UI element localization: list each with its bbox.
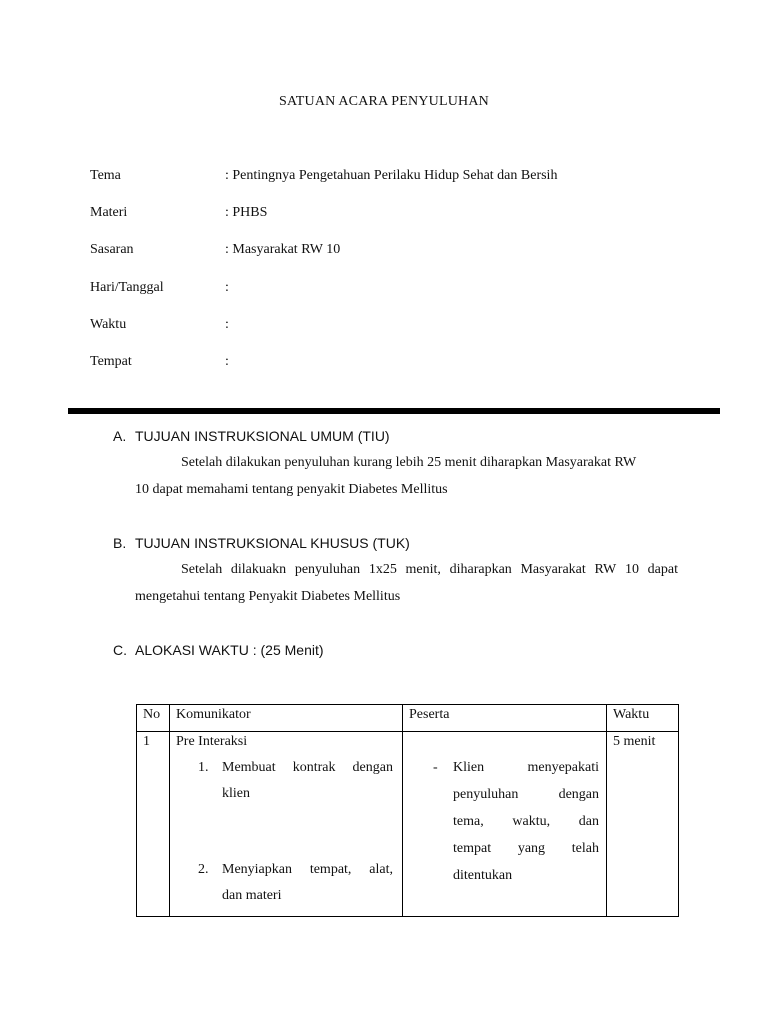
word: tempat	[453, 841, 492, 856]
section-letter: B.	[113, 535, 127, 551]
word: dengan	[558, 787, 599, 802]
word: dilakuakn	[230, 562, 287, 577]
word: penyuluhan	[294, 562, 361, 577]
peserta-line-3	[453, 814, 599, 830]
item-2-line-1	[222, 862, 393, 878]
word: kontrak	[292, 760, 336, 775]
peserta-line-5: ditentukan	[453, 868, 513, 883]
item-2-line-2: dan materi	[222, 888, 282, 903]
info-value: : PHBS	[225, 205, 268, 220]
header-komunikator: Komunikator	[170, 705, 403, 732]
word: yang	[517, 841, 546, 856]
info-value: :	[225, 317, 229, 332]
section-b-heading	[113, 535, 410, 551]
item-number: 1.	[198, 760, 209, 775]
word: tempat,	[309, 862, 352, 877]
word: menit,	[405, 562, 441, 577]
allocation-table	[136, 704, 679, 917]
section-b-line-1	[181, 562, 678, 578]
section-a-line-2: 10 dapat memahami tentang penyakit Diabetes Mellitus	[135, 482, 448, 497]
header-peserta: Peserta	[403, 705, 607, 732]
cell-peserta	[403, 732, 607, 917]
info-value: : Masyarakat RW 10	[225, 242, 341, 257]
info-label: Tempat	[90, 354, 132, 369]
word: RW	[594, 562, 617, 577]
peserta-line-4	[453, 841, 599, 857]
cell-komunikator	[170, 732, 403, 917]
info-value: : Pentingnya Pengetahuan Perilaku Hidup Sehat dan Bersih	[225, 168, 558, 183]
word: Menyiapkan	[222, 862, 292, 877]
section-heading-text: TUJUAN INSTRUKSIONAL UMUM (TIU)	[135, 428, 390, 444]
section-heading-text: TUJUAN INSTRUKSIONAL KHUSUS (TUK)	[135, 535, 410, 551]
info-label: Sasaran	[90, 242, 134, 257]
word: telah	[571, 841, 599, 856]
info-label: Materi	[90, 205, 128, 220]
row-number: 1	[143, 734, 150, 749]
item-1-line-1	[222, 760, 393, 776]
page-title: SATUAN ACARA PENYULUHAN	[279, 94, 489, 109]
section-a-heading	[113, 428, 390, 444]
word: dan	[578, 814, 599, 829]
word: Klien	[453, 760, 485, 775]
word: penyuluhan	[453, 787, 519, 802]
section-b-line-2: mengetahui tentang Penyakit Diabetes Mellitus	[135, 589, 401, 604]
cell-waktu	[607, 732, 679, 917]
info-label: Hari/Tanggal	[90, 280, 164, 295]
word: waktu,	[512, 814, 551, 829]
word: alat,	[369, 862, 393, 877]
word: dengan	[352, 760, 393, 775]
header-waktu: Waktu	[607, 705, 679, 732]
word: Setelah	[181, 562, 223, 577]
word: 1x25	[368, 562, 397, 577]
info-value: :	[225, 280, 229, 295]
word: dapat	[647, 562, 678, 577]
cell-no	[137, 732, 170, 917]
section-letter: C.	[113, 642, 127, 658]
peserta-line-2	[453, 787, 599, 803]
peserta-dash: -	[433, 760, 438, 775]
item-number: 2.	[198, 862, 209, 877]
peserta-line-1	[453, 760, 599, 776]
info-value: :	[225, 354, 229, 369]
waktu-value: 5 menit	[613, 734, 656, 749]
info-label: Waktu	[90, 317, 127, 332]
item-1-line-2: klien	[222, 786, 250, 801]
table-header-row	[137, 705, 679, 732]
info-label: Tema	[90, 168, 121, 183]
word: menyepakati	[527, 760, 599, 775]
word: 10	[624, 562, 639, 577]
word: Membuat	[222, 760, 276, 775]
word: tema,	[453, 814, 484, 829]
section-heading-text: ALOKASI WAKTU : (25 Menit)	[135, 642, 324, 658]
word: diharapkan	[449, 562, 512, 577]
komunikator-title: Pre Interaksi	[176, 734, 248, 749]
section-c-heading	[113, 642, 324, 658]
section-letter: A.	[113, 428, 127, 444]
table-row	[137, 732, 679, 917]
header-divider	[68, 408, 720, 414]
header-no: No	[137, 705, 170, 732]
section-a-line-1: Setelah dilakukan penyuluhan kurang lebih 25 menit diharapkan Masyarakat RW	[181, 455, 637, 470]
word: Masyarakat	[520, 562, 586, 577]
